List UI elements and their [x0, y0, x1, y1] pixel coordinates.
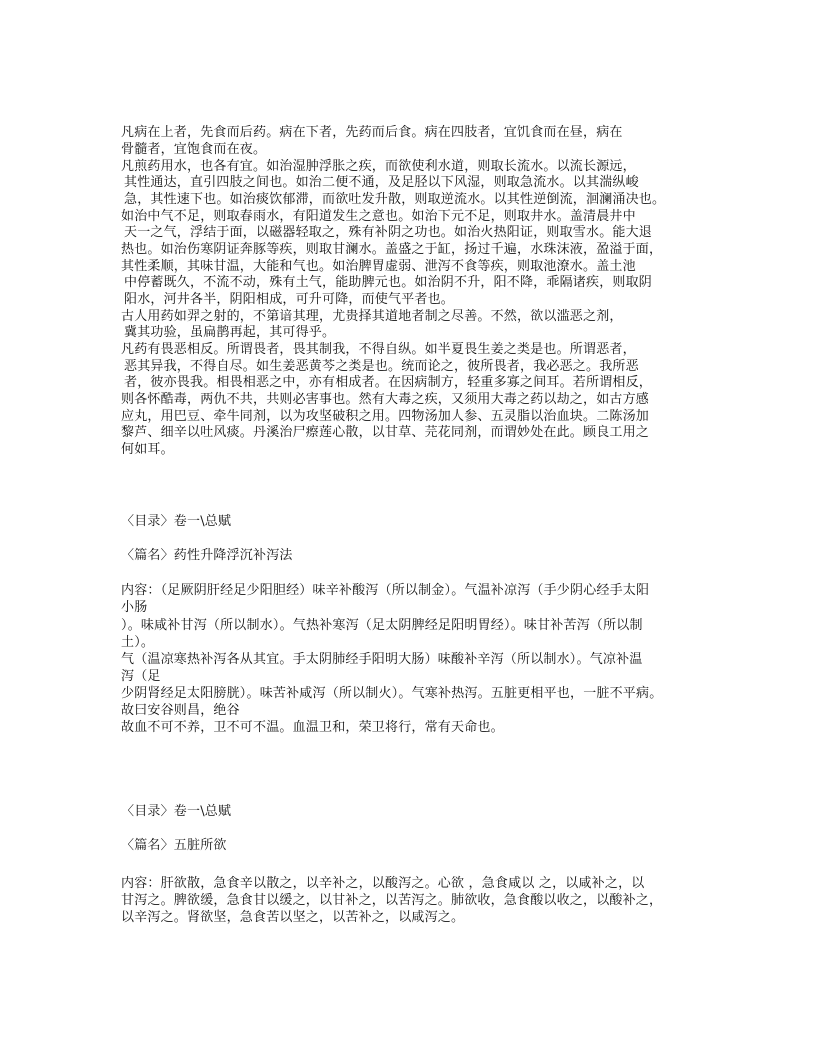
text-line: 其性柔顺，其味甘温，大能和气也。如治脾胃虚弱、泄泻不食等疾，则取池潦水。盖土池 [121, 259, 636, 274]
text-line: 内容：（足厥阴肝经足少阳胆经）味辛补酸泻（所以制金）。气温补凉泻（手少阴心经手太阳 [121, 583, 650, 598]
text-line: 甘泻之。脾欲缓，急食甘以缓之，以甘补之，以苦泻之。肺欲收，急食酸以收之，以酸补之， [121, 893, 663, 908]
text-line: 者，彼亦畏我。相畏相恶之中，亦有相成者。在因病制方，轻重多寡之间耳。若所谓相反， [124, 375, 653, 390]
text-line: 恶其异我，不得自尽。如生姜恶黄芩之类是也。统而论之，彼所畏者，我必恶之。我所恶 [124, 359, 639, 374]
text-line: 古人用药如羿之射的，不第谙其理，尤贵择其道地者制之尽善。不然，欲以滥恶之剂， [121, 309, 623, 324]
text-line: 何如耳。 [121, 442, 174, 457]
text-line: 应丸，用巴豆、牵牛同剂，以为攻坚破积之用。四物汤加人参、五灵脂以治血块。二陈汤加 [121, 409, 650, 424]
text-line: 少阴肾经足太阳膀胱）。味苦补咸泻（所以制火）。气寒补热泻。五脏更相平也，一脏不平病。 [121, 686, 663, 701]
text-line: 黎芦、细辛以吐风痰。丹溪治尸瘵莲心散，以甘草、芫花同剂，而谓妙处在此。顾良工用之 [121, 425, 650, 440]
text-line: 如治中气不足，则取春雨水，有阳道发生之意也。如治下元不足，则取井水。盖清晨井中 [121, 209, 636, 224]
text-line: 骨髓者，宜饱食而在夜。 [121, 142, 267, 157]
text-line: 内容：肝欲散，急食辛以散之，以辛补之，以酸泻之。心欲 ，急食咸以 之，以咸补之，以 [121, 876, 645, 891]
text-line: 天一之气，浮结于面，以磁器轻取之，殊有补阴之功也。如治火热阳证，则取雪水。能大退 [124, 225, 653, 240]
text-line: 急，其性速下也。如治痰饮郁滞，而欲吐发升散，则取逆流水。以其性逆倒流，洄澜涌决也。 [124, 192, 666, 207]
text-line: 以辛泻之。肾欲坚，急食苦以坚之，以苦补之，以咸泻之。 [121, 910, 465, 925]
text-line: 土）。 [121, 635, 155, 650]
text-line: 凡煎药用水，也各有宜。如治湿肿浮胀之疾，而欲使利水道，则取长流水。以流长源远， [121, 159, 636, 174]
text-line: 其性通达，直引四肢之间也。如治二便不通，及足胫以下风湿，则取急流水。以其湍纵峻 [124, 175, 639, 190]
text-line: 故血不可不养，卫不可不温。血温卫和，荣卫将行，常有天命也。 [121, 720, 504, 735]
text-line: 故曰安谷则昌，绝谷 [121, 703, 240, 718]
text-line: 小肠 [121, 600, 148, 615]
text-line: 热也。如治伤寒阴证奔豚等疾，则取甘澜水。盖盛之于缸，扬过千遍，水珠沫液，盈溢于面， [121, 242, 663, 257]
text-line: 凡病在上者，先食而后药。病在下者，先药而后食。病在四肢者，宜饥食而在昼，病在 [121, 125, 623, 140]
chapter-title: 〈篇名〉五脏所欲 [121, 838, 227, 853]
text-line: ）。味咸补甘泻（所以制水）。气热补寒泻（足太阴脾经足阳明胃经）。味甘补苦泻（所以制 [121, 618, 643, 633]
chapter-title: 〈篇名〉药性升降浮沉补泻法 [121, 548, 293, 563]
text-line: 凡药有畏恶相反。所谓畏者，畏其制我，不得自纵。如半夏畏生姜之类是也。所谓恶者， [121, 342, 636, 357]
catalog-heading: 〈目录〉卷一\总赋 [121, 514, 232, 529]
text-line: 泻（足 [121, 669, 161, 684]
text-line: 冀其功验，虽扁鹊再起，其可得乎。 [124, 325, 336, 340]
text-line: 中停蓄既久，不流不动，殊有土气，能助脾元也。如治阴不升，阳不降，乖隔诸疾，则取阴 [124, 275, 653, 290]
text-line: 气（温凉寒热补泻各从其宜。手太阴肺经手阳明大肠）味酸补辛泻（所以制水）。气凉补温 [121, 652, 643, 667]
text-line: 阳水，河井各半，阴阳相成，可升可降，而使气平者也。 [124, 292, 455, 307]
catalog-heading: 〈目录〉卷一\总赋 [121, 804, 232, 819]
text-line: 则各怀酷毒，两仇不共，共则必害事也。然有大毒之疾，又须用大毒之药以劫之，如古方感 [121, 392, 650, 407]
